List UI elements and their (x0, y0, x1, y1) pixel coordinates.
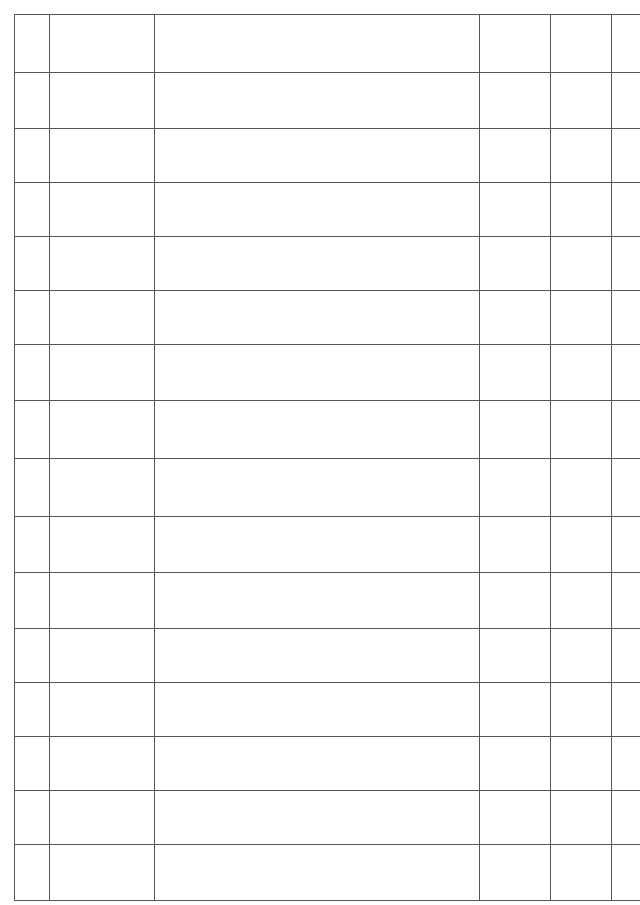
address-cell (50, 573, 155, 629)
year-cell (551, 845, 612, 901)
address-cell (50, 401, 155, 459)
table-row (15, 291, 640, 345)
row-number-cell (15, 129, 50, 183)
works-cell (155, 845, 480, 901)
address-cell (50, 791, 155, 845)
table-row (15, 459, 640, 517)
year-cell (551, 237, 612, 291)
built-year-cell (612, 237, 640, 291)
year-cell (551, 345, 612, 401)
works-cell (155, 73, 480, 129)
table-row (15, 845, 640, 901)
address-cell (50, 183, 155, 237)
cost-cell (480, 401, 551, 459)
cost-cell (480, 629, 551, 683)
cost-cell (480, 845, 551, 901)
table-row (15, 517, 640, 573)
address-cell (50, 15, 155, 73)
built-year-cell (612, 629, 640, 683)
year-cell (551, 791, 612, 845)
works-cell (155, 291, 480, 345)
works-cell (155, 517, 480, 573)
built-year-cell (612, 129, 640, 183)
register-table (14, 14, 640, 901)
address-cell (50, 459, 155, 517)
row-number-cell (15, 237, 50, 291)
row-number-cell (15, 15, 50, 73)
year-cell (551, 459, 612, 517)
works-cell (155, 345, 480, 401)
cost-cell (480, 459, 551, 517)
row-number-cell (15, 737, 50, 791)
cost-cell (480, 737, 551, 791)
cost-cell (480, 129, 551, 183)
works-cell (155, 15, 480, 73)
works-cell (155, 683, 480, 737)
row-number-cell (15, 291, 50, 345)
built-year-cell (612, 683, 640, 737)
built-year-cell (612, 401, 640, 459)
row-number-cell (15, 791, 50, 845)
cost-cell (480, 183, 551, 237)
address-cell (50, 683, 155, 737)
row-number-cell (15, 517, 50, 573)
table-row (15, 15, 640, 73)
year-cell (551, 183, 612, 237)
cost-cell (480, 291, 551, 345)
year-cell (551, 291, 612, 345)
table-row (15, 791, 640, 845)
table-row (15, 629, 640, 683)
built-year-cell (612, 291, 640, 345)
built-year-cell (612, 183, 640, 237)
row-number-cell (15, 573, 50, 629)
built-year-cell (612, 15, 640, 73)
cost-cell (480, 791, 551, 845)
row-number-cell (15, 183, 50, 237)
works-cell (155, 791, 480, 845)
row-number-cell (15, 845, 50, 901)
cost-cell (480, 573, 551, 629)
year-cell (551, 737, 612, 791)
year-cell (551, 629, 612, 683)
table-row (15, 683, 640, 737)
works-cell (155, 129, 480, 183)
works-cell (155, 183, 480, 237)
works-cell (155, 459, 480, 517)
table-row (15, 73, 640, 129)
table-row (15, 737, 640, 791)
row-number-cell (15, 401, 50, 459)
table-row (15, 345, 640, 401)
cost-cell (480, 73, 551, 129)
built-year-cell (612, 845, 640, 901)
cost-cell (480, 15, 551, 73)
built-year-cell (612, 459, 640, 517)
address-cell (50, 845, 155, 901)
works-cell (155, 573, 480, 629)
table-row (15, 237, 640, 291)
built-year-cell (612, 791, 640, 845)
cost-cell (480, 237, 551, 291)
address-cell (50, 517, 155, 573)
year-cell (551, 573, 612, 629)
year-cell (551, 129, 612, 183)
built-year-cell (612, 573, 640, 629)
address-cell (50, 129, 155, 183)
built-year-cell (612, 73, 640, 129)
year-cell (551, 15, 612, 73)
table-row (15, 401, 640, 459)
table-row (15, 129, 640, 183)
row-number-cell (15, 345, 50, 401)
table-row (15, 573, 640, 629)
year-cell (551, 517, 612, 573)
works-cell (155, 737, 480, 791)
row-number-cell (15, 629, 50, 683)
address-cell (50, 237, 155, 291)
cost-cell (480, 345, 551, 401)
year-cell (551, 73, 612, 129)
built-year-cell (612, 517, 640, 573)
cost-cell (480, 517, 551, 573)
cost-cell (480, 683, 551, 737)
address-cell (50, 291, 155, 345)
table-row (15, 183, 640, 237)
built-year-cell (612, 345, 640, 401)
address-cell (50, 737, 155, 791)
row-number-cell (15, 459, 50, 517)
address-cell (50, 629, 155, 683)
year-cell (551, 683, 612, 737)
address-cell (50, 73, 155, 129)
row-number-cell (15, 73, 50, 129)
works-cell (155, 401, 480, 459)
works-cell (155, 629, 480, 683)
works-cell (155, 237, 480, 291)
register-table-body (15, 15, 640, 901)
built-year-cell (612, 737, 640, 791)
row-number-cell (15, 683, 50, 737)
year-cell (551, 401, 612, 459)
address-cell (50, 345, 155, 401)
